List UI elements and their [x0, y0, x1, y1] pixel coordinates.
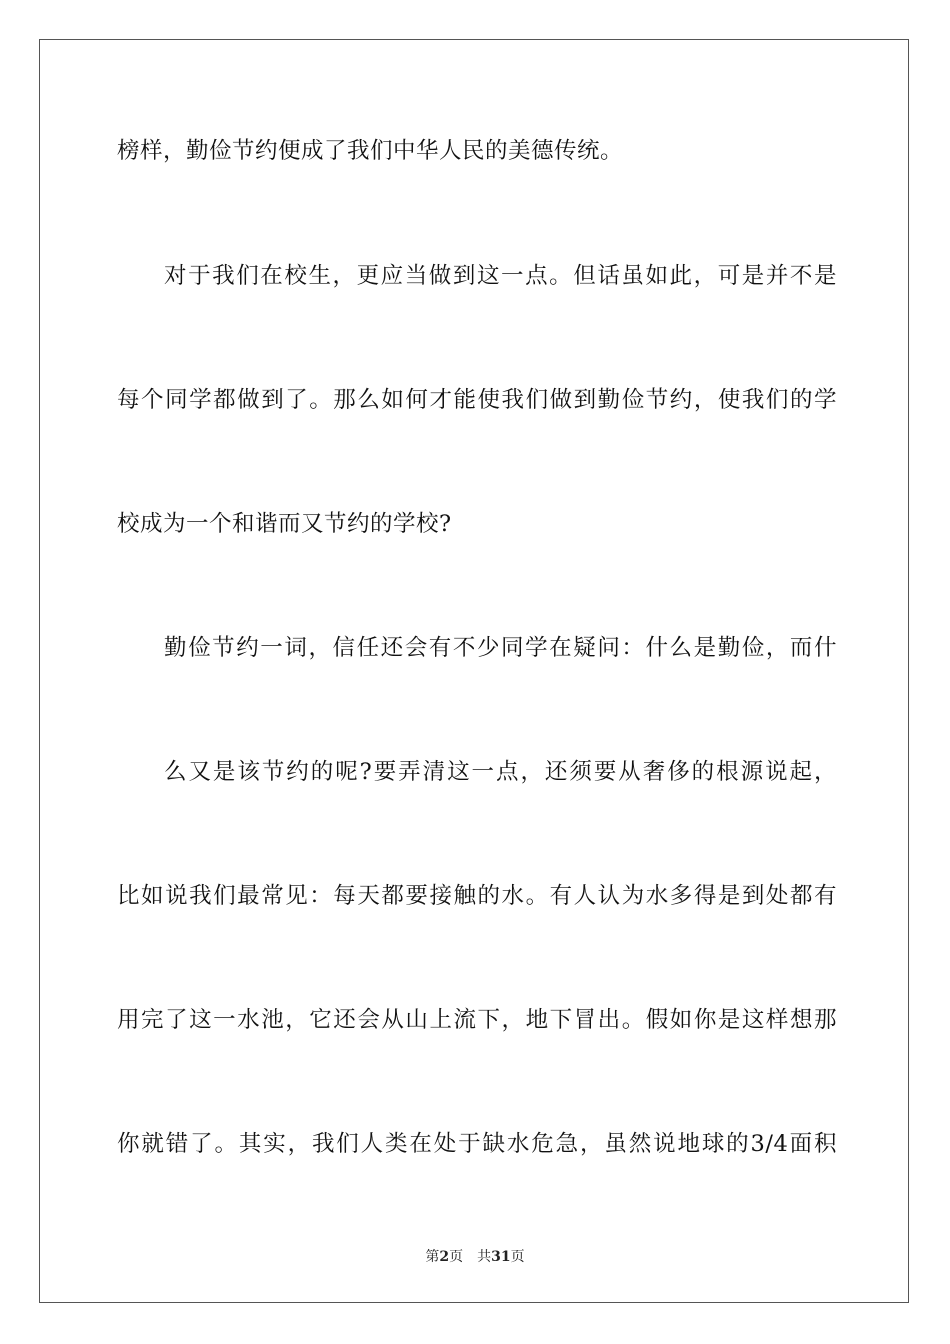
text-line-1: 榜样，勤俭节约便成了我们中华人民的美德传统。 — [117, 138, 624, 164]
text-line-8: 用完了这一水池，它还会从山上流下，地下冒出。假如你是这样想那 — [117, 1007, 837, 1033]
page-current: 2 — [439, 1249, 450, 1265]
text-line-6: 么又是该节约的呢?要弄清这一点，还须要从奢侈的根源说起， — [164, 759, 837, 785]
total-suffix: 页 — [510, 1249, 525, 1265]
total-prefix: 共 — [477, 1249, 492, 1265]
page-footer — [0, 1248, 950, 1266]
page-prefix: 第 — [425, 1249, 440, 1265]
text-line-9: 你就错了。其实，我们人类在处于缺水危急，虽然说地球的3/4面积 — [117, 1131, 837, 1157]
page-suffix: 页 — [449, 1249, 464, 1265]
page-total: 31 — [491, 1249, 511, 1265]
text-line-7: 比如说我们最常见：每天都要接触的水。有人认为水多得是到处都有 — [117, 883, 837, 909]
text-line-2: 对于我们在校生，更应当做到这一点。但话虽如此，可是并不是 — [164, 263, 837, 289]
page-border — [39, 39, 909, 1303]
text-line-3: 每个同学都做到了。那么如何才能使我们做到勤俭节约，使我们的学 — [117, 387, 837, 413]
text-line-5: 勤俭节约一词，信任还会有不少同学在疑问：什么是勤俭，而什 — [164, 635, 837, 661]
text-line-4: 校成为一个和谐而又节约的学校? — [117, 511, 452, 537]
